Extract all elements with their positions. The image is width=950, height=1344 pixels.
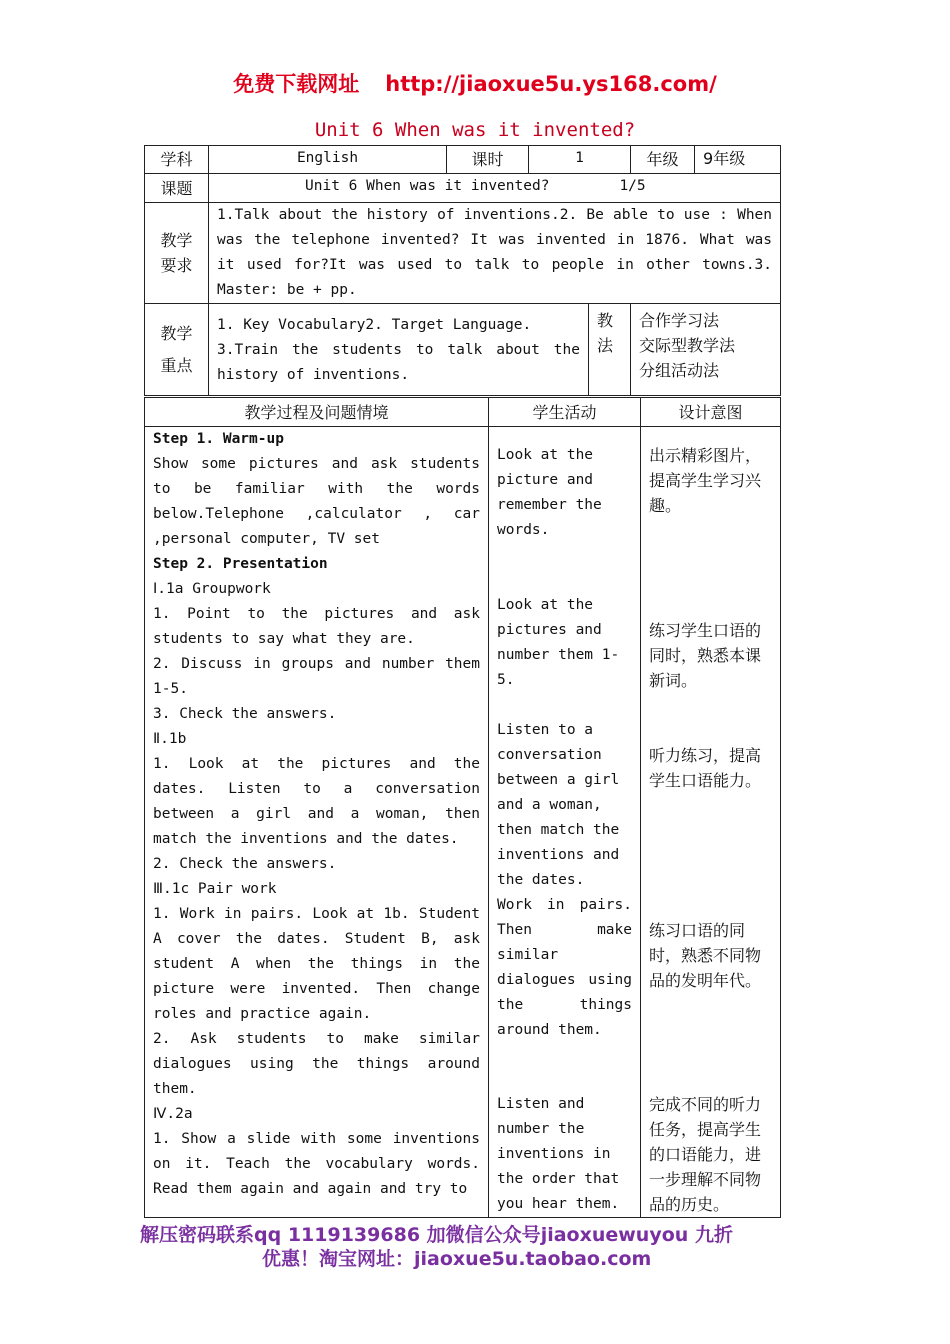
design-intent: 练习口语的同时，熟悉不同物品的发明年代。 [649, 921, 762, 990]
focus-label [145, 304, 209, 396]
section-1b-item: 1. Look at the pictures and the dates. Listen to a conversation between a girl and a woman, then match the inventions and the dates. [153, 756, 480, 847]
footer-line-2 [262, 1244, 902, 1271]
student-activity: Work in pairs. Then make similar dialogues using the things around them. [497, 897, 632, 1038]
section-1a-item: 2. Discuss in groups and number them 1-5. [153, 656, 480, 697]
section-1a-title: Ⅰ.1a Groupwork [153, 581, 271, 597]
section-1b-item: 2. Check the answers. [153, 856, 337, 872]
footer-text: 优惠！淘宝网址： [262, 1248, 415, 1270]
section-1c-item: 1. Work in pairs. Look at 1b. Student A cover the dates. Student B, ask student A when the things in the picture were invented. Then change roles and practice again. [153, 906, 480, 1022]
period-value: 1 [529, 146, 631, 174]
method-label [589, 304, 631, 396]
step1-text: Show some pictures and ask students to be familiar with the words below.Telephone ,calculator , car ,personal computer, TV set [153, 456, 480, 547]
process-table [144, 397, 781, 1218]
focus-line-1: 1. Key Vocabulary2. Target Language. [217, 317, 532, 333]
topic-cell [209, 174, 781, 203]
grade-value: 9年级 [695, 146, 781, 174]
section-1c-item: 2. Ask students to make similar dialogues using the things around them. [153, 1031, 480, 1097]
student-activity: Listen to a conversation between a girl and a woman, then match the inventions and the dates. [497, 722, 620, 888]
footer-text: 九折 [694, 1224, 733, 1246]
focus-label-2: 重点 [160, 355, 193, 375]
footer-text: 解压密码联系 [140, 1224, 255, 1246]
topic-label: 课题 [145, 174, 209, 203]
method-label-2: 法 [597, 336, 614, 355]
topic-page: 1/5 [619, 178, 646, 194]
section-2a-title: Ⅳ.2a [153, 1106, 193, 1122]
method-label-1: 教 [597, 311, 614, 330]
info-table [144, 145, 781, 396]
design-column [641, 427, 781, 1218]
student-activity: Look at the picture and remember the words. [497, 447, 602, 538]
download-link[interactable]: http://jiaoxue5u.ys168.com/ [385, 72, 717, 96]
design-intent: 出示精彩图片，提高学生学习兴趣。 [649, 446, 762, 515]
method-item: 分组活动法 [639, 361, 720, 380]
topic-value: Unit 6 When was it invented? [305, 178, 550, 194]
section-1a-item: 1. Point to the pictures and ask students to say what they are. [153, 606, 480, 647]
process-column [145, 427, 489, 1218]
footer-wechat: jiaoxuewuyou [540, 1224, 689, 1246]
subject-value: English [209, 146, 447, 174]
subject-label: 学科 [145, 146, 209, 174]
footer-taobao-link[interactable]: jiaoxue5u.taobao.com [414, 1248, 652, 1270]
footer-qq: qq 1119139686 [254, 1224, 421, 1246]
col-process-header: 教学过程及问题情境 [145, 398, 489, 427]
period-label: 课时 [447, 146, 529, 174]
goals-label [145, 203, 209, 304]
goals-label-1: 教学 [160, 231, 193, 250]
method-list [631, 304, 781, 396]
page-title: Unit 6 When was it invented? [314, 119, 636, 141]
section-1b-title: Ⅱ.1b [153, 731, 187, 747]
design-intent: 听力练习，提高学生口语能力。 [649, 746, 762, 790]
goals-label-2: 要求 [160, 256, 193, 275]
footer-text: 加微信公众号 [426, 1224, 541, 1246]
method-item: 交际型教学法 [639, 336, 736, 355]
download-header [0, 68, 950, 98]
col-student-header: 学生活动 [489, 398, 641, 427]
section-1c-title: Ⅲ.1c Pair work [153, 881, 277, 897]
design-intent: 完成不同的听力任务，提高学生的口语能力，进一步理解不同物品的历史。 [649, 1095, 762, 1214]
student-activity: Listen and number the inventions in the order that you hear them. [497, 1096, 620, 1212]
section-1a-item: 3. Check the answers. [153, 706, 337, 722]
focus-text [209, 304, 589, 396]
focus-line-2: 3.Train the students to talk about the history of inventions. [217, 342, 580, 383]
download-label: 免费下载网址 [233, 72, 360, 96]
section-2a-item: 1. Show a slide with some inventions on it. Teach the vocabulary words. Read them again and again and try to [153, 1131, 480, 1197]
footer-line-1 [140, 1220, 780, 1247]
student-activity: Look at the pictures and number them 1-5. [497, 597, 620, 688]
student-column [489, 427, 641, 1218]
design-intent: 练习学生口语的同时，熟悉本课新词。 [649, 621, 762, 690]
method-item: 合作学习法 [639, 311, 720, 330]
goals-text: 1.Talk about the history of inventions.2. Be able to use : When was the telephone invented? It was invented in 1876. What was it used for?It was used to talk to people in other towns.3. Master: be + pp. [209, 203, 781, 304]
focus-label-1: 教学 [160, 323, 193, 343]
step1-title: Step 1. Warm-up [153, 431, 284, 447]
col-design-header: 设计意图 [641, 398, 781, 427]
step2-title: Step 2. Presentation [153, 556, 328, 572]
grade-label: 年级 [631, 146, 695, 174]
